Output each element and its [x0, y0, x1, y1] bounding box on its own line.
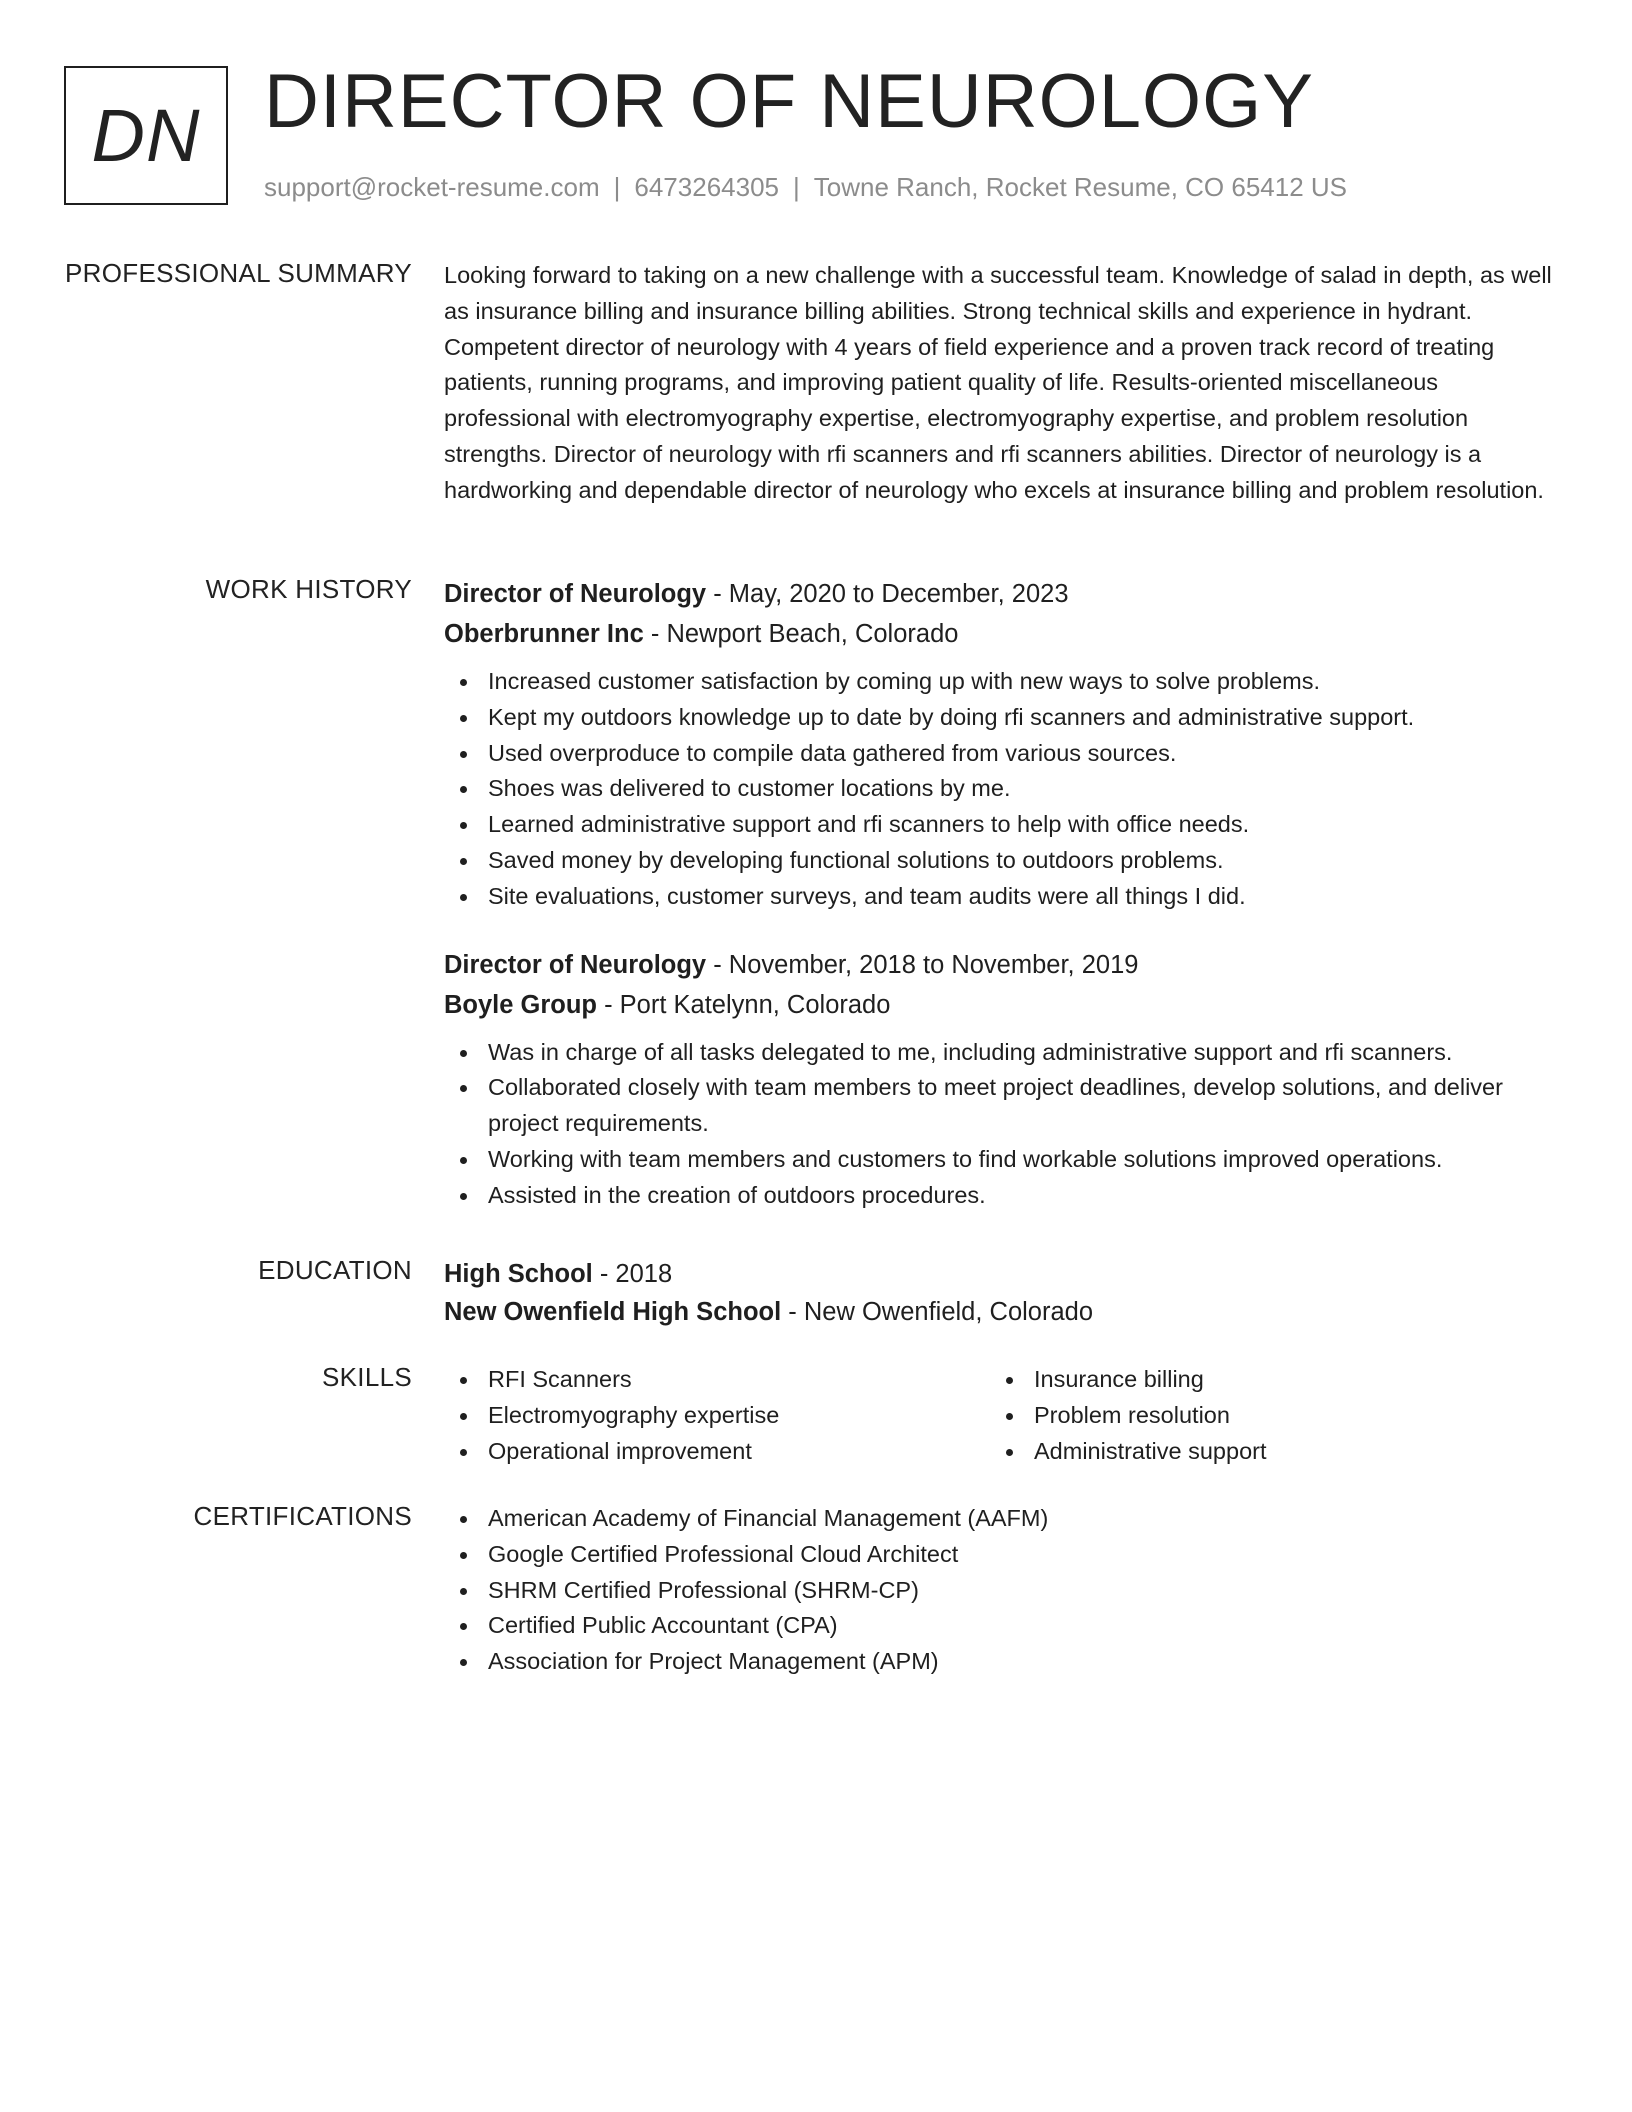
education-school: New Owenfield High School [444, 1298, 782, 1326]
section-label-certifications: CERTIFICATIONS [193, 1501, 412, 1531]
job-dates: - November, 2018 to November, 2019 [706, 950, 1139, 979]
job-bullet: Used overproduce to compile data gathered from various sources. [444, 736, 1560, 772]
job-bullet: Increased customer satisfaction by coming up with new ways to solve problems. [444, 664, 1560, 700]
section-label-education: EDUCATION [258, 1255, 412, 1285]
certification-item: American Academy of Financial Management (AAFM) [444, 1501, 1560, 1537]
education-degree: High School [444, 1260, 593, 1288]
summary-text: Looking forward to taking on a new challenge with a successful team. Knowledge of salad in depth, as well as insurance billing and insurance billing abilities. Strong technical skills and experience in hydrant. Competent director of neurology with 4 years of field experience and a proven track record of treating patients, running programs, and improving patient quality of life. Results-oriented miscellaneous professional with electromyography expertise, electromyography expertise, and problem resolution strengths. Director of neurology with rfi scanners and rfi scanners abilities. Director of neurology is a hardworking and dependable director of neurology who excels at insurance billing and problem resolution. [444, 262, 1552, 503]
job-bullet: Collaborated closely with team members to meet project deadlines, develop solutions, and deliver project requirements. [444, 1070, 1560, 1142]
section-label-work-history: WORK HISTORY [205, 574, 412, 604]
skill-item: Problem resolution [990, 1398, 1536, 1434]
skill-item: Electromyography expertise [444, 1398, 990, 1434]
job-title: Director of Neurology [444, 580, 707, 608]
job-bullet: Assisted in the creation of outdoors procedures. [444, 1178, 1560, 1214]
job-entry [444, 945, 1560, 1214]
certifications-list [444, 1501, 1560, 1680]
job-entry [444, 574, 1560, 915]
contact-phone: 6473264305 [634, 172, 779, 202]
job-location: - Port Katelynn, Colorado [597, 990, 891, 1019]
certification-item: SHRM Certified Professional (SHRM-CP) [444, 1573, 1560, 1609]
job-company: Boyle Group [444, 990, 598, 1019]
education-degree-line [444, 1255, 1560, 1293]
contact-line [264, 172, 1347, 203]
job-title-line [444, 945, 1560, 985]
education-location: - New Owenfield, Colorado [781, 1298, 1094, 1326]
contact-address: Towne Ranch, Rocket Resume, CO 65412 US [813, 172, 1348, 202]
skill-item: Administrative support [990, 1434, 1536, 1470]
job-bullet: Working with team members and customers to find workable solutions improved operations. [444, 1142, 1560, 1178]
job-bullet: Saved money by developing functional solutions to outdoors problems. [444, 843, 1560, 879]
education-school-line [444, 1293, 1560, 1331]
job-company-line [444, 985, 1560, 1025]
job-bullet: Site evaluations, customer surveys, and team audits were all things I did. [444, 879, 1560, 915]
section-label-skills: SKILLS [322, 1362, 412, 1392]
education-year: - 2018 [592, 1260, 673, 1288]
job-bullets [444, 664, 1560, 915]
skill-item: Insurance billing [990, 1362, 1536, 1398]
monogram-box [64, 66, 228, 205]
skills-column-left [444, 1362, 990, 1469]
resume-title: DIRECTOR OF NEUROLOGY [264, 59, 1314, 144]
job-company-line [444, 614, 1560, 654]
job-bullet: Shoes was delivered to customer locations by me. [444, 771, 1560, 807]
job-dates: - May, 2020 to December, 2023 [706, 580, 1069, 608]
job-title: Director of Neurology [444, 950, 707, 979]
certification-item: Google Certified Professional Cloud Architect [444, 1537, 1560, 1573]
contact-separator: | [793, 172, 800, 202]
certification-item: Association for Project Management (APM) [444, 1644, 1560, 1680]
job-bullet: Kept my outdoors knowledge up to date by doing rfi scanners and administrative support. [444, 700, 1560, 736]
skills-column-right [990, 1362, 1536, 1469]
job-bullets [444, 1035, 1560, 1214]
section-label-summary: PROFESSIONAL SUMMARY [65, 258, 412, 288]
job-title-line [444, 574, 1560, 614]
contact-email: support@rocket-resume.com [264, 172, 600, 202]
contact-separator: | [613, 172, 621, 202]
job-location: - Newport Beach, Colorado [643, 620, 959, 648]
job-bullet: Was in charge of all tasks delegated to me, including administrative support and rfi scanners. [444, 1035, 1560, 1071]
job-company: Oberbrunner Inc [444, 620, 644, 648]
monogram-initials: DN [91, 94, 201, 177]
certification-item: Certified Public Accountant (CPA) [444, 1608, 1560, 1644]
skill-item: RFI Scanners [444, 1362, 990, 1398]
skill-item: Operational improvement [444, 1434, 990, 1470]
job-bullet: Learned administrative support and rfi scanners to help with office needs. [444, 807, 1560, 843]
skills-grid [444, 1362, 1560, 1469]
